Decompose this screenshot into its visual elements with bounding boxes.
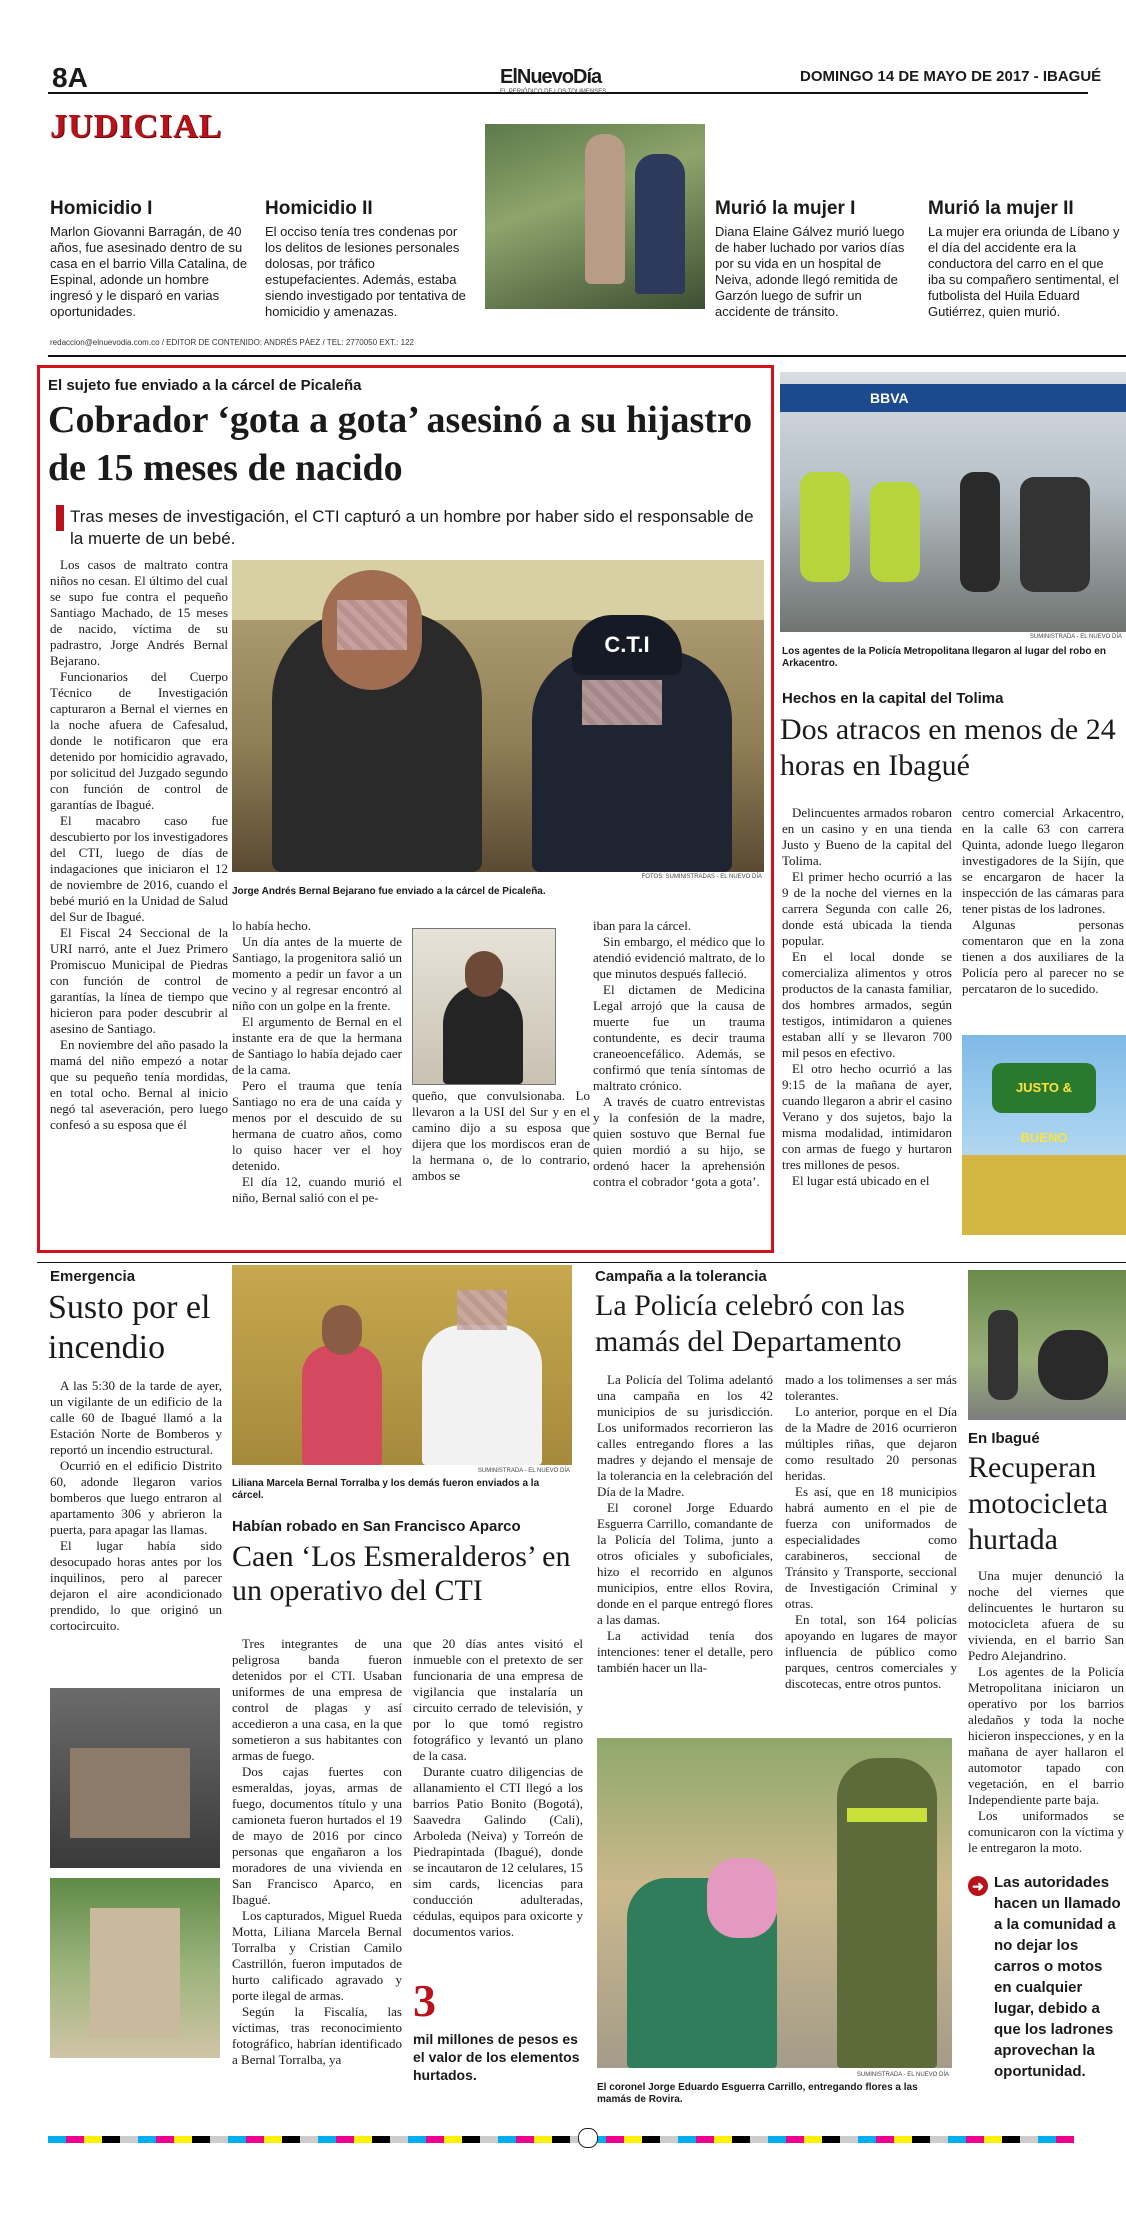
colonel-figure: [837, 1758, 937, 2068]
cti-cap: C.T.I: [572, 615, 682, 675]
atracos-col-2: [962, 805, 1124, 997]
susto-kicker: Emergencia: [50, 1268, 136, 1285]
brief-title: Homicidio II: [265, 198, 373, 219]
brief-title: Murió la mujer I: [715, 198, 856, 219]
paragraph: Un día antes de la muerte de Santiago, la progenitora salió un momento a pedir un favor a un vecino y al regresar encontró al niño con un golpe en la frente.: [232, 934, 402, 1013]
photo-credit: SUMINISTRADA - EL NUEVO DÍA: [1029, 634, 1122, 640]
agent-figure: [422, 1325, 542, 1465]
fact-text: mil millones de pesos es el valor de los elementos hurtados.: [413, 2031, 580, 2083]
motorcycle: [1020, 477, 1090, 592]
dateline: DOMINGO 14 DE MAYO DE 2017 - IBAGUÉ: [800, 68, 1102, 85]
flowers: [707, 1858, 777, 1938]
section-rule: [48, 355, 1126, 357]
policia-photo: [597, 1738, 952, 2068]
paragraph: Según la Fiscalía, las víctimas, tras reconocimiento fotográfico, habrían identificado a Bernal Torralba, ya: [232, 2004, 402, 2067]
paragraph: El día 12, cuando murió el niño, Bernal salió con el pe-: [232, 1174, 402, 1205]
paragraph: Funcionarios del Cuerpo Técnico de Investigación capturaron a Bernal el viernes en la noche afuera de Cafesalud, donde le notificaron que era detenido por homicidio agravado, por solicitud del Juzgado segundo con función de control de garantías de Ibagué.: [50, 669, 228, 812]
paragraph: Ocurrió en el edificio Distrito 60, adonde llegaron varios bomberos que luego entraron al apartamento 306 y abrieron la puerta, para apagar las llamas.: [50, 1458, 222, 1537]
esmeraldas-headline: Caen ‘Los Esmeralderos’ en un operativo del CTI: [232, 1540, 571, 1607]
section-rule: [37, 1262, 1126, 1263]
logo-tagline: EL PERIÓDICO DE LOS TOLIMENSES: [500, 89, 607, 95]
brief-text: El occiso tenía tres condenas por los delitos de lesiones personales dolosas, por tráfico estupefacientes. Además, estaba siendo investigado por tentativa de homicidio y amenazas.: [265, 224, 466, 319]
brief-title: Murió la mujer II: [928, 198, 1074, 219]
store-photo: [962, 1035, 1126, 1235]
registration-mark-icon: [578, 2128, 598, 2148]
paragraph: queño, que convulsionaba. Lo llevaron a la USI del Sur y en el camino dijo a su esposa que dijera que los mordiscos eran de la hermana o, de lo contrario, ambos se: [412, 1088, 590, 1183]
paragraph: Algunas personas comentaron que en la zona tienen a dos auxiliares de la Policía pero al parecer no se percataron de lo sucedido.: [962, 917, 1124, 996]
paragraph: En total, son 164 policías apoyando en lugares de mayor influencia de público como parques, centros comerciales y discotecas, entre otros puntos.: [785, 1612, 957, 1691]
moto-photo: [968, 1270, 1126, 1420]
main-lead: Tras meses de investigación, el CTI capturó a un hombre por haber sido el responsable de la muerte de un bebé.: [70, 507, 754, 548]
section-title: JUDICIAL: [50, 108, 223, 145]
police-motorcycle: [800, 472, 850, 582]
burned-balcony: [70, 1748, 190, 1838]
pixelated-face: [457, 1290, 507, 1330]
esmeraldas-col-1: [232, 1636, 402, 2068]
person-figure: [585, 134, 625, 284]
main-kicker: El sujeto fue enviado a la cárcel de Picaleña: [48, 377, 362, 394]
policia-kicker: Campaña a la tolerancia: [595, 1268, 767, 1285]
paragraph: En noviembre del año pasado la mamá del niño empezó a notar que su pequeño tenía mordidas, en total ocho. Bernal al inicio negó tal aseveración, pero luego confesó a su esposa que él: [50, 1037, 228, 1132]
fire-photo-1: [50, 1688, 220, 1868]
store-sign: JUSTO & BUENO: [992, 1063, 1096, 1113]
esmeraldas-col-2: [413, 1636, 583, 1940]
brief-text: La mujer era oriunda de Líbano y el día del accidente era la conductora del carro en el que iba su compañero sentimental, el futbolista del Huila Eduard Gutiérrez, quien murió.: [928, 224, 1120, 319]
bank-robbery-photo: [780, 372, 1126, 632]
suspect-inset-photo: [412, 928, 556, 1085]
main-photo-caption: Jorge Andrés Bernal Bejarano fue enviado a la cárcel de Picaleña.: [232, 886, 546, 897]
paragraph: Pero el trauma que tenía Santiago no era de una caída y menos por el descuido de su hermana de cuatro años, como lo quiso hacer ver el hoy detenido.: [232, 1078, 402, 1173]
atracos-kicker: Hechos en la capital del Tolima: [782, 690, 1004, 707]
policia-col-2: [785, 1372, 957, 1692]
bank-sign: BBVA: [780, 384, 1126, 412]
main-headline: Cobrador ‘gota a gota’ asesinó a su hijastro de 15 meses de nacido: [48, 399, 753, 489]
fact-number: 3: [413, 1975, 436, 2026]
atracos-headline: Dos atracos en menos de 24 horas en Ibagué: [780, 713, 1116, 782]
police-motorcycle: [870, 482, 920, 582]
woman-head: [322, 1305, 362, 1355]
esmeraldas-photo-caption: Liliana Marcela Bernal Torralba y los demás fueron enviados a la cárcel.: [232, 1478, 540, 1501]
motorcycle: [1038, 1330, 1108, 1400]
atracos-photo-caption: Los agentes de la Policía Metropolitana llegaron al lugar del robo en Arkacentro.: [782, 646, 1106, 669]
fire-photo-2: [50, 1878, 220, 2058]
moto-body: [968, 1568, 1124, 1856]
paragraph: La actividad tenía dos intenciones: tener el detalle, pero también hacer un lla-: [597, 1628, 773, 1675]
main-col-1: [50, 557, 228, 1133]
paragraph: El primer hecho ocurrió a las 9 de la noche del viernes en la carrera Segunda con calle 26, donde está ubicada la tienda popular.: [782, 869, 952, 948]
paragraph: En el local donde se comercializa alimentos y otros productos de la canasta familiar, dos hombres armados, según testigos, intimidaron a quienes estaban allí y se llevaron 700 mil pesos en efectivo.: [782, 949, 952, 1060]
storefront: [962, 1155, 1126, 1235]
officer-figure: [635, 154, 685, 294]
paragraph: iban para la cárcel.: [593, 918, 692, 933]
newspaper-logo[interactable]: [500, 66, 606, 95]
paragraph: A través de cuatro entrevistas y la confesión de la madre, quien sostuvo que Bernal fue quien mordió a su hijo, se ordenó hacer la aprehensión contra el cobrador ‘gota a gota’.: [593, 1094, 765, 1189]
lead-marker: [56, 505, 64, 531]
moto-callout: Las autoridades hacen un llamado a la comunidad a no dejar los carros o motos en cualquier lugar, debido a que los ladrones aprovechan la oportunidad.: [994, 1874, 1121, 2080]
brief-text: Marlon Giovanni Barragán, de 40 años, fue asesinado dentro de su casa en el barrio Villa Catalina, de Espinal, adonde un hombre ingresó y le disparó en varias oportunidades.: [50, 224, 248, 319]
paragraph: Delincuentes armados robaron en un casino y en una tienda Justo y Bueno de la capital del Tolima.: [782, 805, 952, 868]
building: [90, 1908, 180, 2038]
brief-homicidio-1: [50, 198, 255, 320]
wall-light: [232, 560, 764, 620]
brief-text: Diana Elaine Gálvez murió luego de haber luchado por varios días por su vida en un hospital de Neiva, adonde llegó remitida de Garzón luego de sufrir un accidente de tránsito.: [715, 224, 905, 319]
paragraph: Durante cuatro diligencias de allanamiento el CTI llegó a los barrios Patio Bonito (Bogotá), Saavedra Galindo (Cali), Arboleda (Neiva) y Torreón de Piedrapintada (Ibagué), donde se incautaron de 12 celulares, 15 sim cards, licencias para conducción adulteradas, cédulas, equipos para oxicorte y documentos varios.: [413, 1764, 583, 1939]
policia-col-1: [597, 1372, 773, 1676]
paragraph: Dos cajas fuertes con esmeraldas, joyas, armas de fuego, documentos título y una camioneta fueron hurtados el 19 de mayo de 2016 por cinco personas que engañaron a los moradores de una vivienda en San Francisco Aparco, en Ibagué.: [232, 1764, 402, 1907]
policia-photo-caption: El coronel Jorge Eduardo Esguerra Carrillo, entregando flores a las mamás de Rovira.: [597, 2082, 918, 2105]
paragraph: Los agentes de la Policía Metropolitana iniciaron un operativo por los barrios aledaños y toda la noche hicieron inspecciones, y en la mañana de ayer hallaron el automotor tapado con vegetación, en el barrio Independiente parte baja.: [968, 1664, 1124, 1807]
esmeraldas-photo: [232, 1265, 572, 1465]
atracos-col-1: [782, 805, 952, 1189]
paragraph: Una mujer denunció la noche del viernes que delincuentes le hurtaron su motocicleta afuera de su vivienda, en el barrio San Pedro Alejandrino.: [968, 1568, 1124, 1663]
main-col-4: [593, 918, 765, 1190]
main-col-3: [412, 1088, 590, 1184]
paragraph: El macabro caso fue descubierto por los investigadores del CTI, luego de días de indagaciones que iniciaron el 12 de noviembre de 2016, cuando el bebé murió en la Unidad de Salud del Sur de Ibagué.: [50, 813, 228, 924]
arrow-right-icon: ➜: [968, 1876, 988, 1896]
photo-credit: FOTOS: SUMINISTRADAS - EL NUEVO DÍA: [641, 874, 762, 880]
paragraph: El lugar había sido desocupado horas antes por los inquilinos, pero al parecer dejaron el aire acondicionado prendido, lo que originó un cortocircuito.: [50, 1538, 222, 1633]
officer-figure: [960, 472, 1000, 592]
brief-murio-1: [715, 198, 920, 320]
paragraph: Tres integrantes de una peligrosa banda fueron detenidos por el CTI. Usaban uniformes de una empresa de control de plagas y así accedieron a una casa, en la que sometieron a sus habitantes con armas de fuego.: [232, 1636, 402, 1763]
susto-body: [50, 1378, 222, 1634]
paragraph: Los capturados, Miguel Rueda Motta, Liliana Marcela Bernal Torralba y Cristian Camilo Castrillón, fueron imputados de hurto calificado agravado y porte ilegal de armas.: [232, 1908, 402, 2003]
page-number: 8A: [52, 62, 88, 93]
inset-figure: [443, 984, 523, 1084]
print-color-bar: [48, 2133, 1088, 2143]
paragraph: El dictamen de Medicina Legal arrojó que la causa de muerte fue un trauma contundente, es decir trauma craneoencefálico. Además, se confirmó que tenía síntomas de maltrato crónico.: [593, 982, 765, 1093]
paragraph: A las 5:30 de la tarde de ayer, un vigilante de un edificio de la calle 60 de Ibagué llamó a la Estación Norte de Bomberos y reportó un incendio estructural.: [50, 1378, 222, 1457]
paragraph: El coronel Jorge Eduardo Esguerra Carrillo, comandante de la Policía del Tolima, junto a otros oficiales y suboficiales, hizo el recorrido en algunos municipios, entre ellos Rovira, donde en el parque entregó flores a las damas.: [597, 1500, 773, 1627]
main-photo: [232, 560, 764, 872]
brief-photo: [485, 124, 705, 309]
paragraph: mado a los tolimenses a ser más tolerantes.: [785, 1372, 957, 1403]
paragraph: Sin embargo, el médico que lo atendió evidenció maltrato, de lo que minutos después falleció.: [593, 934, 765, 981]
photo-credit: SUMINISTRADA - EL NUEVO DÍA: [477, 1468, 570, 1474]
paragraph: El Fiscal 24 Seccional de la URI narró, ante el Juez Primero Promiscuo Municipal de Piedras con función de control de garantías, la línea de tiempo que hicieron para poder descubrir al asesino de Santiago.: [50, 925, 228, 1036]
pixelated-face: [582, 680, 662, 725]
photo-credit: SUMINISTRADA - EL NUEVO DÍA: [856, 2072, 949, 2078]
paragraph: centro comercial Arkacentro, en la calle 63 con carrera Quinta, adonde luego llegaron investigadores de la Sijín, que se encargaron de hacer la inspección de las cámaras para tener pistas de los ladrones.: [962, 805, 1124, 916]
officer-figure: [988, 1310, 1018, 1400]
paragraph: Los casos de maltrato contra niños no cesan. El último del cual se supo fue contra el pequeño Santiago Machado, de 15 meses de nacido, víctima de su padrastro, Jorge Andrés Bernal Bejarano.: [50, 557, 228, 668]
paragraph: Lo anterior, porque en el Día de la Madre de 2016 ocurrieron múltiples riñas, que dejaron como resultado 20 personas heridas.: [785, 1404, 957, 1483]
moto-headline: Recuperan motocicleta hurtada: [968, 1451, 1108, 1556]
pixelated-face: [337, 600, 407, 650]
logo-text: ElNuevoDía: [500, 66, 602, 88]
susto-headline: Susto por el incendio: [48, 1289, 211, 1366]
paragraph: Los uniformados se comunicaron con la víctima y le entregaron la moto.: [968, 1808, 1124, 1855]
paragraph: El argumento de Bernal en el instante era de que la hermana de Santiago lo había dejado caer de la cama.: [232, 1014, 402, 1077]
brief-murio-2: [928, 198, 1123, 320]
moto-kicker: En Ibagué: [968, 1430, 1040, 1447]
brief-title: Homicidio I: [50, 198, 153, 219]
main-col-2: [232, 918, 402, 1206]
paragraph: Es así, que en 18 municipios habrá aumento en el pie de fuerza con uniformados de especialidades como carabineros, seccional de Tránsito y Transporte, seccional de Investigación Criminal y otras.: [785, 1484, 957, 1611]
woman-figure: [302, 1345, 382, 1465]
inset-head: [465, 951, 503, 997]
editorial-credits: redaccion@elnuevodia.com.co / EDITOR DE CONTENIDO: ANDRÉS PÁEZ / TEL: 2770050 EXT.: 122: [50, 338, 414, 347]
brief-homicidio-2: [265, 198, 470, 320]
paragraph: El lugar está ubicado en el: [792, 1173, 930, 1188]
paragraph: lo había hecho.: [232, 918, 312, 933]
paragraph: La Policía del Tolima adelantó una campaña en los 42 municipios de su jurisdicción. Los uniformados recorrieron las calles entregando flores a las madres y dejando el mensaje de la tolerancia en la celebración del Día de la Madre.: [597, 1372, 773, 1499]
paragraph: El otro hecho ocurrió a las 9:15 de la mañana de ayer, cuando llegaron a abrir el casino Verano y dos sujetos, bajo la misma modalidad, intimidaron con armas de fuego y hurtaron tres millones de pesos.: [782, 1061, 952, 1172]
esmeraldas-kicker: Habían robado en San Francisco Aparco: [232, 1518, 521, 1535]
reflective-vest: [847, 1808, 927, 1822]
paragraph: que 20 días antes visitó el inmueble con el pretexto de ser funcionaria de una empresa de vigilancia que instalaría un circuito cerrado de televisión, y por lo que tomó registro fotográfico y levantó un plano de la casa.: [413, 1636, 583, 1763]
policia-headline: La Policía celebró con las mamás del Departamento: [595, 1289, 905, 1358]
